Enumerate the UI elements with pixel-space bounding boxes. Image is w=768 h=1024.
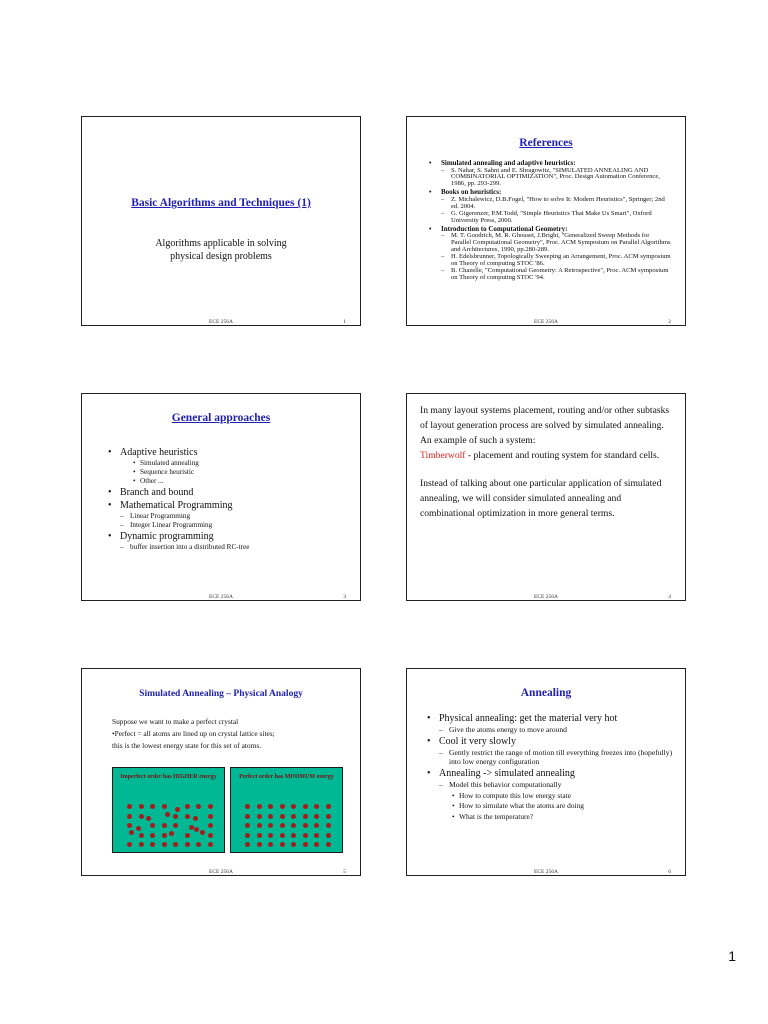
slide-3	[81, 393, 361, 601]
atom-dot	[139, 814, 144, 819]
slide-5	[81, 668, 361, 876]
slide-4	[406, 393, 686, 601]
footer-label: ECE 256A	[534, 869, 558, 875]
bullet-item: • Simulated annealing	[106, 459, 346, 467]
paragraph-text: - placement and routing system for standard cells.	[465, 449, 660, 461]
atom-dot	[291, 814, 296, 819]
atom-dot	[268, 823, 273, 828]
paragraph	[420, 449, 675, 464]
bullet-item: • How to compute this low energy state	[425, 791, 675, 800]
atom-dot	[194, 827, 199, 832]
atom-dot	[208, 814, 213, 819]
bullet-item: – B. Chazelle, "Computational Geometry: A Retrospective", Proc. ACM symposium on Theory of computing STOC '94.	[427, 268, 671, 281]
atom-dot	[326, 804, 331, 809]
bullet-item: – Integer Linear Programming	[106, 521, 346, 529]
bullet-item: • Physical annealing: get the material very hot	[425, 713, 675, 724]
annealing-list	[425, 713, 675, 821]
slide-6-title: Annealing	[520, 687, 572, 699]
references-list	[427, 160, 671, 281]
atom-dot	[303, 823, 308, 828]
atom-dot	[245, 814, 250, 819]
atom-dot	[303, 814, 308, 819]
bullet-item: • Sequence heuristic	[106, 468, 346, 476]
atom-dot	[257, 804, 262, 809]
bullet-item: – M. T. Goodrich, M. R. Ghouset, J.Bright, "Generalized Sweep Methods for Parallel Computational Geometry", Proc. ACM Symposium on Parallel Algorithms and Architectures, 1990, pp.280-289.	[427, 233, 671, 253]
atom-dot	[127, 804, 132, 809]
footer-number: 2	[668, 319, 671, 325]
atom-dot	[280, 823, 285, 828]
page-number: 1	[728, 948, 736, 964]
bullet-item: • Branch and bound	[106, 487, 346, 498]
atom-dot	[165, 812, 170, 817]
approaches-list	[106, 447, 346, 551]
footer-label: ECE 256A	[534, 319, 558, 325]
footer-number: 3	[343, 594, 346, 600]
atom-dot	[162, 804, 167, 809]
atom-dot	[139, 833, 144, 838]
atom-dot	[127, 842, 132, 847]
atom-dot	[146, 816, 151, 821]
footer-number: 5	[343, 869, 346, 875]
atom-dot	[291, 823, 296, 828]
atom-dot	[208, 823, 213, 828]
bullet-item: – H. Edelsbrunner, Topologically Sweeping an Arrangement, Proc. ACM symposium on Theory of computing STOC '86.	[427, 254, 671, 267]
bullet-item: • Mathematical Programming	[106, 500, 346, 511]
atom-dot	[268, 842, 273, 847]
atom-dot	[208, 833, 213, 838]
atom-dot	[280, 833, 285, 838]
panel-caption: Imperfect order has HIGHER energy	[120, 774, 217, 780]
atom-dot	[189, 825, 194, 830]
footer-label: ECE 256A	[209, 869, 233, 875]
bullet-item: • Adaptive heuristics	[106, 447, 346, 458]
atom-dot	[280, 814, 285, 819]
bullet-item: – Give the atoms energy to move around	[425, 725, 675, 734]
paragraph: Instead of talking about one particular application of simulated annealing, we will consider simulated annealing and combinational optimization in more general terms.	[420, 478, 662, 520]
atom-dot	[314, 814, 319, 819]
atom-dot	[257, 823, 262, 828]
body-line: this is the lowest energy state for this set of atoms.	[112, 741, 262, 751]
atom-dot	[257, 842, 262, 847]
atom-dot	[150, 842, 155, 847]
atom-dot	[314, 804, 319, 809]
slide-2-title: References	[519, 137, 573, 149]
body-line: •Perfect = all atoms are lined up on crystal lattice sites;	[112, 729, 275, 739]
slide-1-subtitle	[82, 237, 360, 263]
atom-dot	[185, 833, 190, 838]
atom-dot	[280, 842, 285, 847]
atom-dot	[291, 833, 296, 838]
atom-dot	[326, 823, 331, 828]
atom-dot	[162, 823, 167, 828]
bullet-item: • Dynamic programming	[106, 531, 346, 542]
atom-dot	[245, 842, 250, 847]
slide-3-title: General approaches	[171, 412, 271, 424]
atom-dot	[314, 833, 319, 838]
atom-dot	[245, 833, 250, 838]
atom-dot	[139, 842, 144, 847]
atom-dot	[208, 804, 213, 809]
panel-caption: Perfect order has MINIMUM energy	[239, 774, 334, 780]
atom-dot	[196, 842, 201, 847]
bullet-item: – buffer insertion into a distributed RC-tree	[106, 543, 346, 551]
paragraph: In many layout systems placement, routing and/or other subtasks of layout generation process are solved by simulated annealing.	[420, 405, 670, 431]
bullet-item: – S. Nahar, S. Sahni and E. Shragowitz, "SIMULATED ANNEALING AND COMBINATORIAL OPTIMIZATION", Proc. Design Automation Conference, 1986, pp. 293-299.	[427, 168, 671, 188]
bullet-item: • Other ...	[106, 477, 346, 485]
atom-dot	[268, 814, 273, 819]
imperfect-crystal-panel	[112, 767, 225, 853]
footer-number: 6	[668, 869, 671, 875]
atom-dot	[326, 814, 331, 819]
bullet-item: • Cool it very slowly	[425, 736, 675, 747]
paragraph: An example of such a system:	[420, 434, 536, 446]
bullet-item: – Linear Programming	[106, 512, 346, 520]
bullet-item: • Books on heuristics:	[427, 189, 671, 196]
atom-dot	[245, 823, 250, 828]
atom-dot	[196, 804, 201, 809]
footer-label: ECE 256A	[209, 319, 233, 325]
atom-dot	[208, 842, 213, 847]
timberwolf-highlight: Timberwolf	[420, 449, 466, 461]
atom-dot	[127, 823, 132, 828]
atom-dot	[185, 842, 190, 847]
atom-dot	[303, 804, 308, 809]
slide-6	[406, 668, 686, 876]
atom-dot	[291, 842, 296, 847]
atom-dot	[268, 804, 273, 809]
atom-dot	[173, 823, 178, 828]
perfect-crystal-panel	[230, 767, 343, 853]
bullet-item: • Introduction to Computational Geometry:	[427, 226, 671, 233]
atom-dot	[291, 804, 296, 809]
atom-dot	[173, 814, 178, 819]
footer-label: ECE 256A	[209, 594, 233, 600]
atom-dot	[129, 830, 134, 835]
atom-dot	[185, 814, 190, 819]
atom-dot	[150, 804, 155, 809]
atom-dot	[268, 833, 273, 838]
footer-number: 1	[343, 319, 346, 325]
slide-2	[406, 116, 686, 326]
bullet-item: – G. Gigerenzer, P.M.Todd, "Simple Heuristics That Make Us Smart", Oxford University Press, 2000.	[427, 211, 671, 224]
slide-4-body	[420, 404, 675, 522]
atom-dot	[314, 842, 319, 847]
bullet-item: • What is the temperature?	[425, 812, 675, 821]
atom-dot	[303, 833, 308, 838]
atom-dot	[173, 842, 178, 847]
bullet-item: • Simulated annealing and adaptive heuristics:	[427, 160, 671, 167]
atom-dot	[193, 816, 198, 821]
bullet-item: • Annealing -> simulated annealing	[425, 768, 675, 779]
subtitle-line: physical design problems	[170, 251, 272, 262]
atom-dot	[303, 842, 308, 847]
bullet-item: – Model this behavior computationally	[425, 780, 675, 789]
atom-dot	[127, 814, 132, 819]
slide-5-title: Simulated Annealing – Physical Analogy	[139, 689, 303, 699]
atom-dot	[162, 842, 167, 847]
atom-dot	[314, 823, 319, 828]
atom-dot	[139, 804, 144, 809]
atom-dot	[245, 804, 250, 809]
footer-label: ECE 256A	[534, 594, 558, 600]
atom-dot	[136, 826, 141, 831]
atom-dot	[280, 804, 285, 809]
bullet-item: – Gently restrict the range of motion till everything freezes into (hopefully) into low energy configuration	[425, 748, 675, 766]
atom-dot	[200, 830, 205, 835]
atom-dot	[162, 833, 167, 838]
atom-dot	[150, 833, 155, 838]
slide-1-title: Basic Algorithms and Techniques (1)	[131, 197, 311, 209]
atom-dot	[326, 842, 331, 847]
atom-dot	[257, 833, 262, 838]
atom-dot	[326, 833, 331, 838]
subtitle-line: Algorithms applicable in solving	[155, 238, 287, 249]
atom-dot	[150, 823, 155, 828]
slide-1	[81, 116, 361, 326]
bullet-item: • How to simulate what the atoms are doing	[425, 801, 675, 810]
footer-number: 4	[668, 594, 671, 600]
bullet-item: – Z. Michalewicz, D.B.Fogel, "How to solve It: Modern Heuristics", Springer; 2nd ed. 2004.	[427, 197, 671, 210]
atom-dot	[257, 814, 262, 819]
atom-dot	[175, 807, 180, 812]
slide-5-body	[112, 716, 352, 753]
atom-dot	[169, 831, 174, 836]
body-line: Suppose we want to make a perfect crystal	[112, 717, 239, 726]
atom-dot	[185, 804, 190, 809]
